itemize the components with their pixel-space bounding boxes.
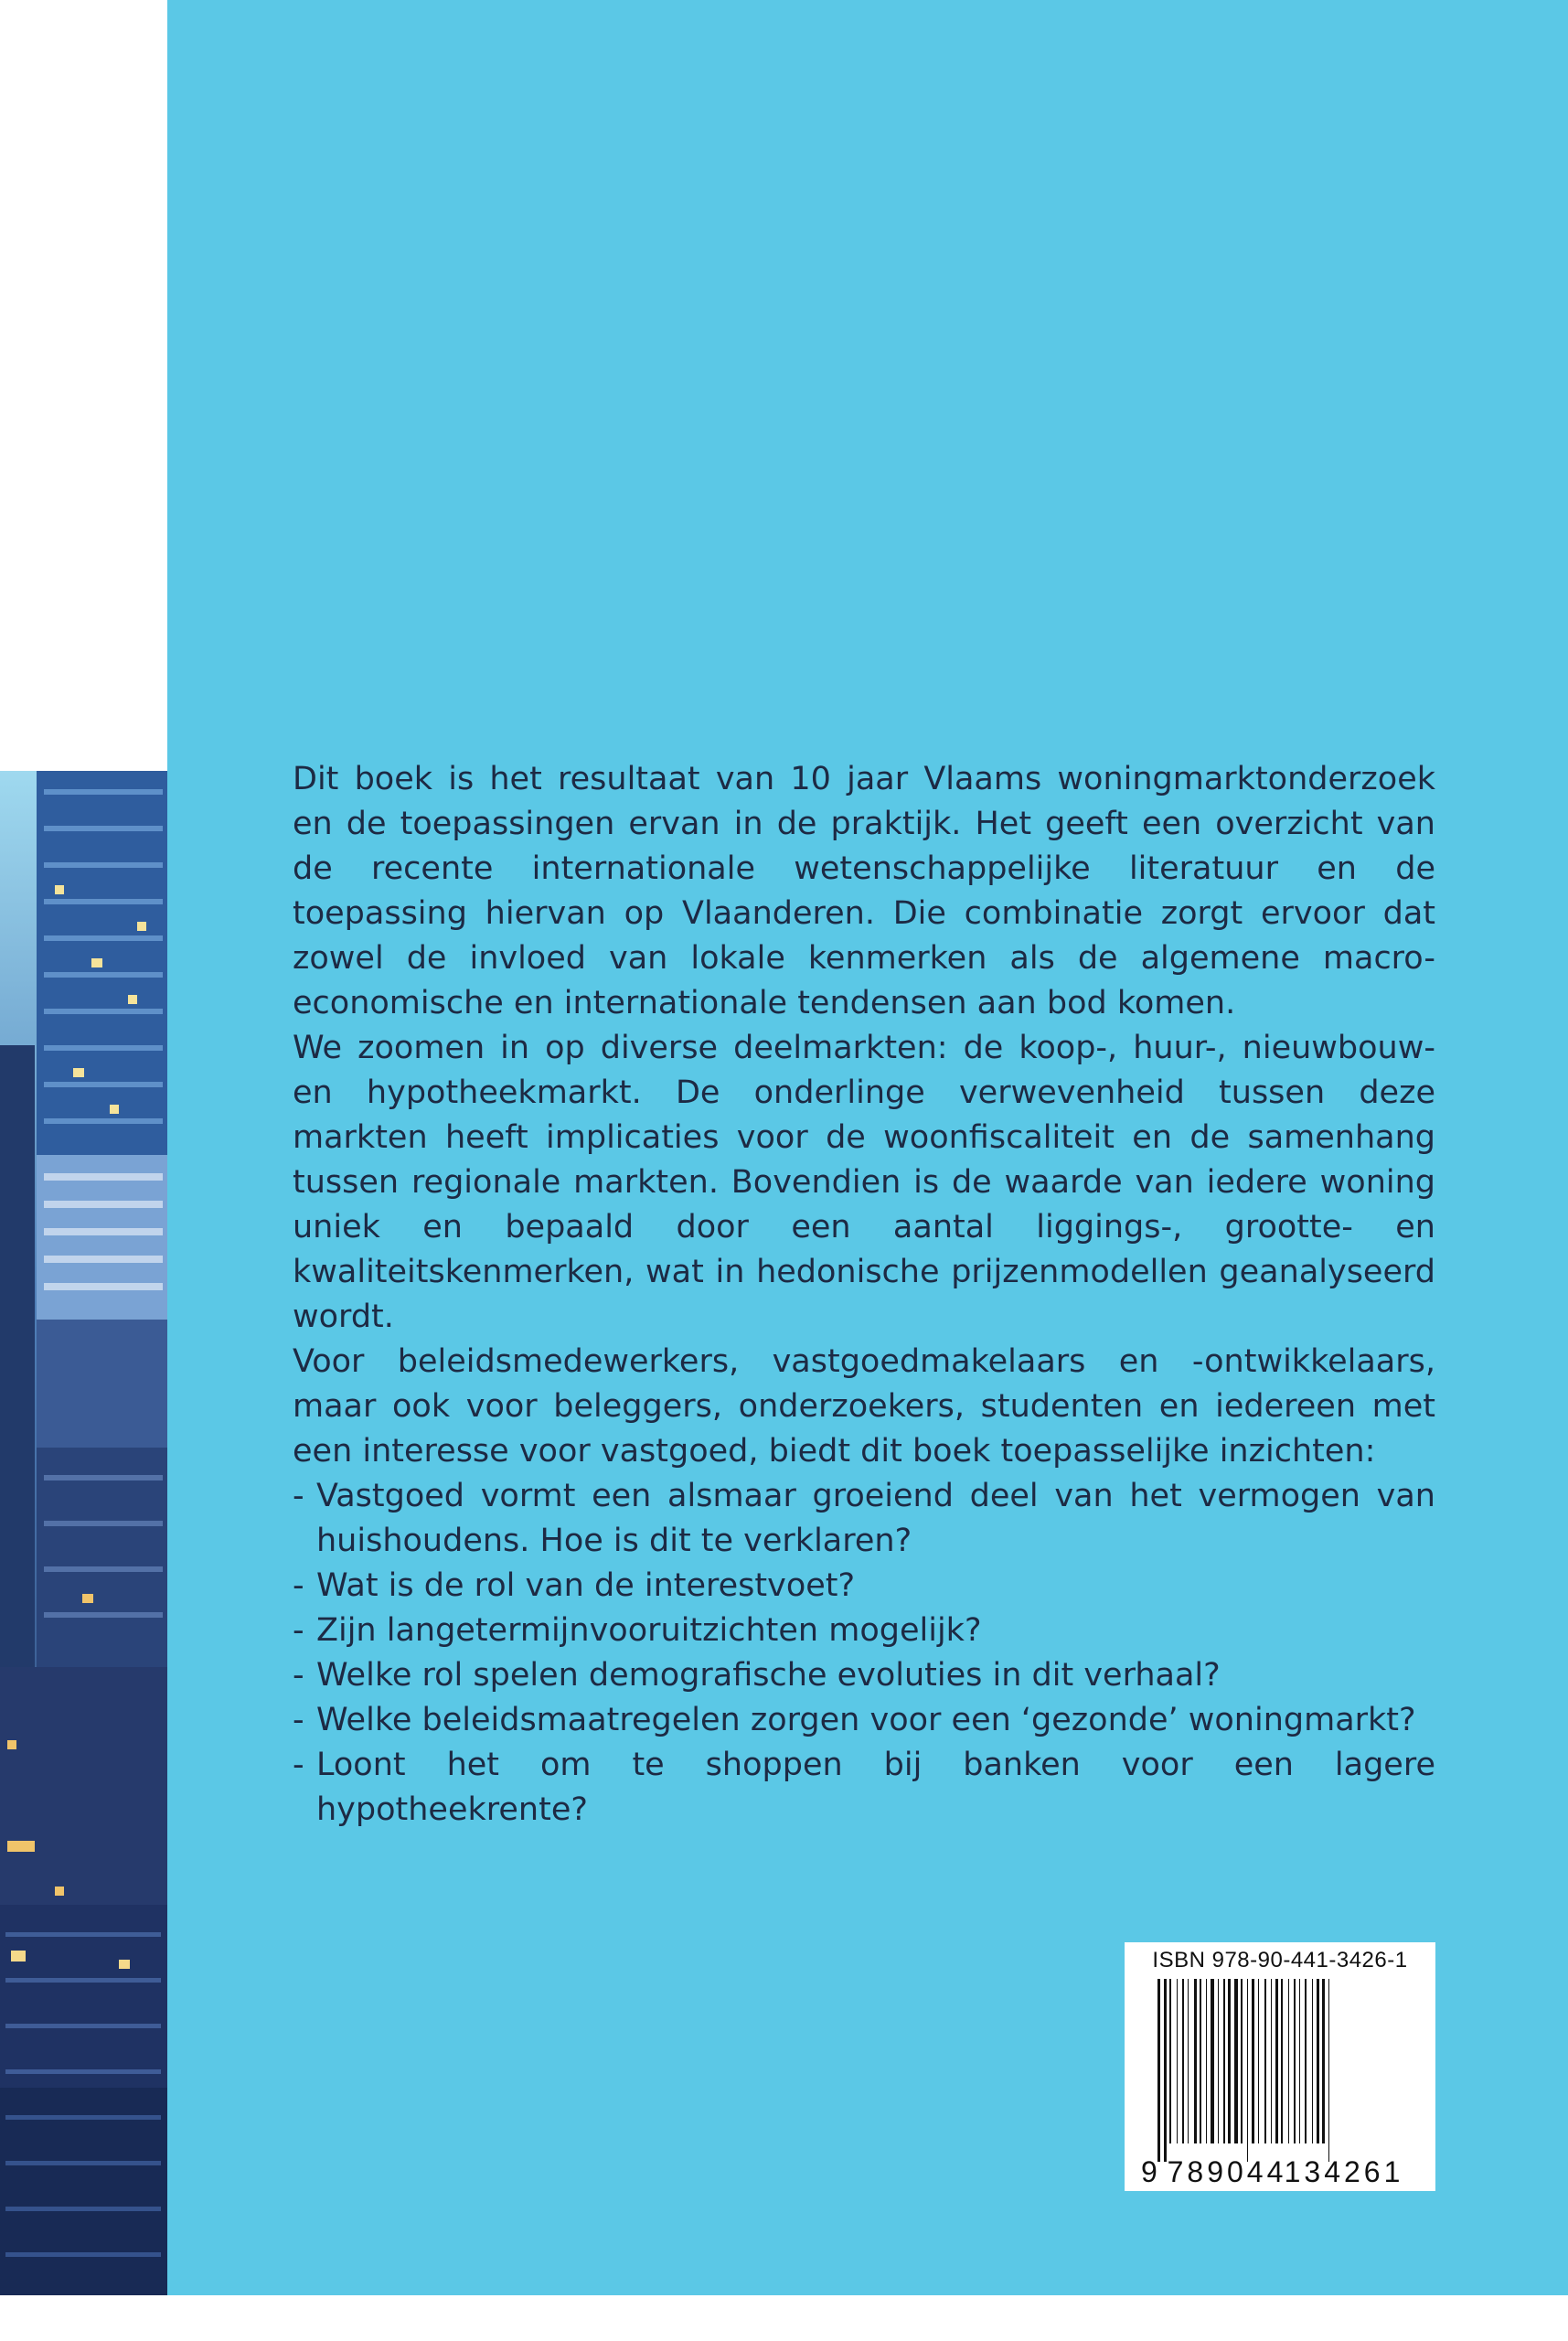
barcode-bar (1305, 1979, 1307, 2143)
isbn-barcode (1125, 1942, 1435, 2191)
barcode-bar (1223, 1979, 1225, 2143)
barcode-bar (1188, 1979, 1189, 2143)
question-text: Wat is de rol van de interestvoet? (316, 1567, 856, 1604)
barcode-bar (1317, 1979, 1319, 2143)
barcode-bar (1234, 1979, 1238, 2143)
list-item: - Wat is de rol van de interestvoet? (293, 1567, 856, 1604)
question-text: Welke beleidsmaatregelen zorgen voor een ‘gezonde’ woningmarkt? (316, 1702, 1416, 1738)
list-item: - Welke beleidsmaatregelen zorgen voor een ‘gezonde’ woningmarkt? (293, 1702, 1416, 1738)
list-item: - Zijn langetermijnvooruitzichten mogelijk? (293, 1612, 982, 1649)
question-text: Welke rol spelen demografische evoluties in dit verhaal? (316, 1657, 1221, 1694)
barcode-bar (1281, 1979, 1283, 2143)
barcode-bar (1252, 1979, 1254, 2143)
barcode-bar (1322, 1979, 1325, 2143)
barcode-bar (1177, 1979, 1178, 2143)
question-text: Vastgoed vormt een alsmaar groeiend deel van het vermogen van huishoudens. Hoe is dit te verklaren? (316, 1478, 1435, 1559)
list-item: - Welke rol spelen demografische evoluties in dit verhaal? (293, 1657, 1221, 1694)
barcode-bar (1194, 1979, 1197, 2143)
blurb-paragraph-2: We zoomen in op diverse deelmarkten: de koop-, huur-, nieuwbouw- en hypotheekmarkt. De onderlinge verwevenheid tussen deze markten heeft implicaties voor de woonfiscaliteit en de samenhang tussen regionale markten. Bovendien is de waarde van iedere woning uniek en bepaald door een aantal liggings-, grootte- en kwaliteitskenmerken, wat in hedonische prijzenmodellen geanalyseerd wordt. (293, 1030, 1435, 1335)
barcode-bar (1164, 1979, 1167, 2162)
barcode-bar (1228, 1979, 1231, 2143)
barcode-digits-left: 789044 (1167, 2155, 1287, 2188)
list-item: - Loont het om te shoppen bij banken voor een lagere hypotheekrente? (293, 1747, 1435, 1828)
city-skyline-photo (0, 771, 167, 2295)
barcode-bar (1211, 1979, 1214, 2143)
barcode-bar (1200, 1979, 1201, 2143)
blurb-paragraph-3: Voor beleidsmedewerkers, vastgoedmakelaars en -ontwikkelaars, maar ook voor beleggers, onderzoekers, studenten en iedereen met een interesse voor vastgoed, biedt dit boek toepasselijke inzichten: (293, 1343, 1435, 1470)
barcode-bar (1258, 1979, 1259, 2143)
isbn-label: ISBN 978-90-441-3426-1 (1152, 1948, 1408, 1972)
barcode-bar (1206, 1979, 1207, 2143)
barcode-bar (1294, 1979, 1296, 2143)
barcode-bar (1271, 1979, 1272, 2143)
list-item: - Vastgoed vormt een alsmaar groeiend deel van het vermogen van huishoudens. Hoe is dit te verklaren? (293, 1478, 1435, 1559)
barcode-bar (1288, 1979, 1289, 2143)
barcode-bar (1299, 1979, 1300, 2143)
barcode-bar (1328, 1979, 1329, 2162)
barcode-bar (1247, 1979, 1248, 2162)
barcode-bar (1241, 1979, 1243, 2143)
question-list (293, 1474, 1435, 1833)
barcode-bar (1275, 1979, 1278, 2143)
blurb-text (293, 757, 1435, 1833)
barcode-bar (1182, 1979, 1184, 2143)
question-text: Loont het om te shoppen bij banken voor een lagere hypotheekrente? (316, 1747, 1435, 1828)
barcode-bar (1218, 1979, 1219, 2143)
barcode-bar (1312, 1979, 1313, 2143)
barcode-bar (1264, 1979, 1266, 2143)
question-text: Zijn langetermijnvooruitzichten mogelijk? (316, 1612, 982, 1649)
barcode-bar (1169, 1979, 1171, 2143)
barcode-digit-first: 9 (1141, 2155, 1157, 2188)
barcode-bar (1157, 1979, 1160, 2162)
barcode-digits-right: 134261 (1284, 2155, 1404, 2188)
blurb-paragraph-1: Dit boek is het resultaat van 10 jaar Vlaams woningmarktonderzoek en de toepassingen ervan in de praktijk. Het geeft een overzicht van de recente internationale wetenschappelijke literatuur en de toepassing hiervan op Vlaanderen. Die combinatie zorgt ervoor dat zowel de invloed van lokale kenmerken als de algemene macro-economische en internationale tendensen aan bod komen. (293, 761, 1435, 1021)
